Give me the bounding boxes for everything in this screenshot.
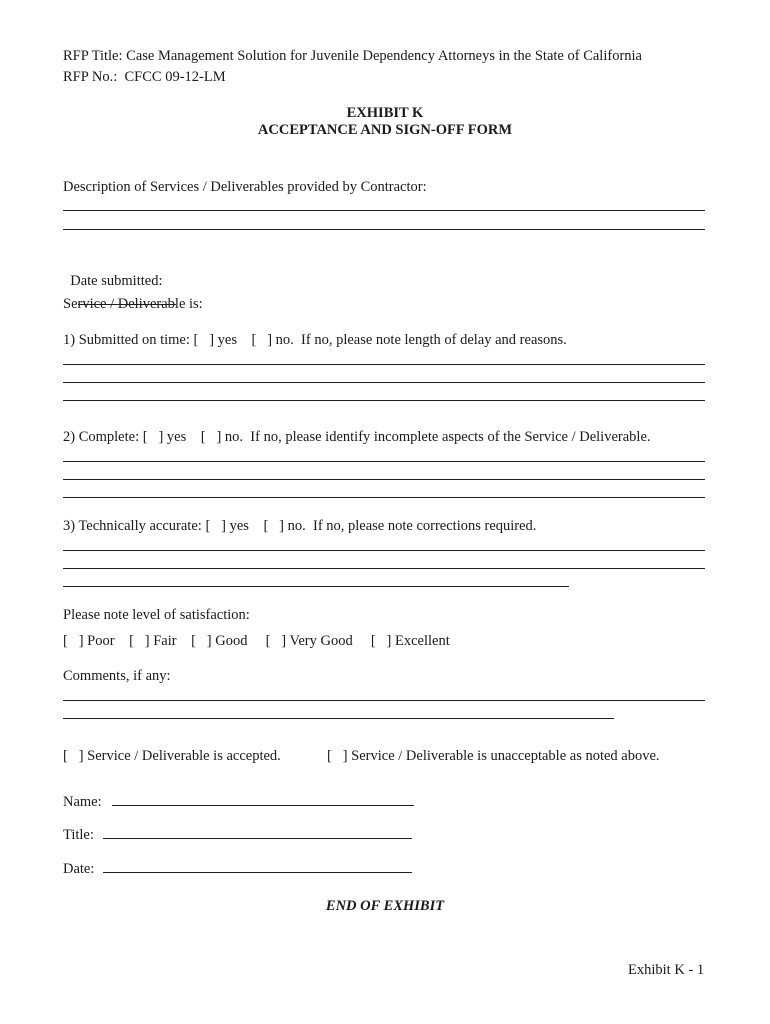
satisfaction-poor-checkbox[interactable]: [ ] Poor: [63, 633, 115, 649]
unacceptable-checkbox[interactable]: [ ] Service / Deliverable is unacceptable as noted above.: [327, 748, 660, 764]
end-of-exhibit: END OF EXHIBIT: [325, 898, 445, 914]
satisfaction-fair-checkbox[interactable]: [ ] Fair: [129, 633, 177, 649]
satisfaction-label: Please note level of satisfaction:: [63, 607, 250, 623]
accepted-checkbox[interactable]: [ ] Service / Deliverable is accepted.: [63, 748, 281, 764]
q1-yes-checkbox[interactable]: [ ] yes: [193, 332, 237, 348]
q3-line-2[interactable]: [63, 568, 705, 569]
date-row: [63, 858, 412, 878]
q2-line-3[interactable]: [63, 497, 705, 498]
q1-note: If no, please note length of delay and reasons.: [301, 332, 567, 348]
description-line-1[interactable]: [63, 210, 705, 211]
q2-line-1[interactable]: [63, 461, 705, 462]
q2-label: 2) Complete:: [63, 429, 140, 445]
rfp-number: RFP No.: CFCC 09-12-LM: [63, 69, 226, 85]
rfp-title: RFP Title: Case Management Solution for Juvenile Dependency Attorneys in the State of California: [63, 48, 642, 64]
name-field[interactable]: [112, 791, 414, 806]
q3-yes-checkbox[interactable]: [ ] yes: [205, 518, 249, 534]
q1-line-2[interactable]: [63, 382, 705, 383]
form-title: ACCEPTANCE AND SIGN-OFF FORM: [257, 122, 513, 138]
q1-line-3[interactable]: [63, 400, 705, 401]
title-field[interactable]: [103, 824, 412, 839]
comments-line-2[interactable]: [63, 718, 614, 719]
name-label: Name:: [63, 794, 102, 810]
q3-row: [63, 517, 536, 535]
satisfaction-options: [63, 632, 450, 650]
date-submitted-label: Date submitted:: [70, 273, 163, 289]
q2-note: If no, please identify incomplete aspects of the Service / Deliverable.: [250, 429, 651, 445]
title-label: Title:: [63, 827, 94, 843]
q1-row: [63, 331, 567, 349]
comments-line-1[interactable]: [63, 700, 705, 701]
satisfaction-excellent-checkbox[interactable]: [ ] Excellent: [370, 633, 450, 649]
date-label: Date:: [63, 861, 95, 877]
satisfaction-good-checkbox[interactable]: [ ] Good: [191, 633, 248, 649]
q3-label: 3) Technically accurate:: [63, 518, 202, 534]
q3-note: If no, please note corrections required.: [312, 518, 537, 534]
q2-row: [63, 428, 651, 446]
page-footer: Exhibit K - 1: [628, 962, 705, 978]
q3-line-3[interactable]: [63, 586, 569, 587]
q1-line-1[interactable]: [63, 364, 705, 365]
name-row: [63, 791, 414, 811]
comments-label: Comments, if any:: [63, 668, 171, 684]
description-label: Description of Services / Deliverables provided by Contractor:: [63, 179, 427, 195]
q3-no-checkbox[interactable]: [ ] no.: [263, 518, 306, 534]
q1-no-checkbox[interactable]: [ ] no.: [251, 332, 294, 348]
q2-yes-checkbox[interactable]: [ ] yes: [142, 429, 187, 445]
title-row: [63, 824, 412, 844]
description-line-2[interactable]: [63, 229, 705, 230]
q3-line-1[interactable]: [63, 550, 705, 551]
q2-no-checkbox[interactable]: [ ] no.: [200, 429, 244, 445]
q1-label: 1) Submitted on time:: [63, 332, 190, 348]
q2-line-2[interactable]: [63, 479, 705, 480]
service-is-label: Service / Deliverable is:: [63, 296, 203, 312]
date-field[interactable]: [103, 858, 412, 873]
satisfaction-very-good-checkbox[interactable]: [ ] Very Good: [265, 633, 353, 649]
exhibit-heading: EXHIBIT K: [346, 105, 424, 121]
